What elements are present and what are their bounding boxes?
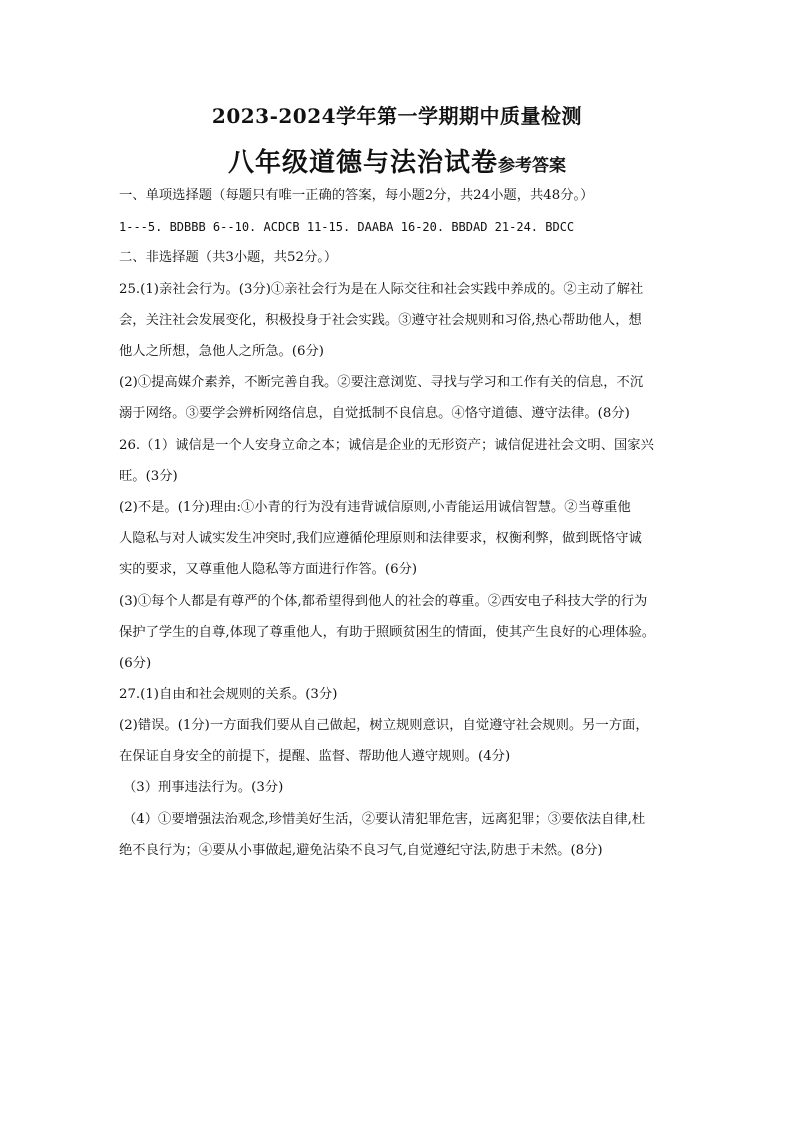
answer-line: (2)①提高媒介素养，不断完善自我。②要注意浏览、寻找与学习和工作有关的信息，不沉	[119, 375, 644, 390]
answer-line: 25.(1)亲社会行为。(3分)①亲社会行为是在人际交往和社会实践中养成的。②主动了解社	[119, 282, 644, 297]
answer-line: 他人之所想，急他人之所急。(6分)	[119, 344, 324, 359]
section-2-heading: 二、非选择题（共3小题，共52分。）	[119, 250, 338, 265]
answer-line: 绝不良行为；④要从小事做起,避免沾染不良习气,自觉遵纪守法,防患于未然。(8分)	[119, 843, 603, 858]
answer-line: 26.（1）诚信是一个人安身立命之本；诚信是企业的无形资产；诚信促进社会文明、国家兴	[119, 438, 654, 453]
section-1-heading: 一、单项选择题（每题只有唯一正确的答案，每小题2分，共24小题，共48分。）	[119, 188, 594, 203]
answer-line: 27.(1)自由和社会规则的关系。(3分)	[119, 687, 338, 702]
exam-title: 2023-2024学年第一学期期中质量检测	[211, 104, 583, 128]
answer-line: 人隐私与对人诚实发生冲突时,我们应遵循伦理原则和法律要求，权衡利弊，做到既恪守诚	[119, 531, 642, 546]
answer-line: 实的要求，又尊重他人隐私等方面进行作答。(6分)	[119, 562, 418, 577]
exam-subtitle	[0, 142, 794, 179]
answer-line: (2)错误。(1分)一方面我们要从自己做起，树立规则意识，自觉遵守社会规则。另一方面，	[119, 718, 649, 733]
answer-line: 在保证自身安全的前提下，提醒、监督、帮助他人遵守规则。(4分)	[119, 749, 511, 764]
answer-line: 保护了学生的自尊,体现了尊重他人，有助于照顾贫困生的情面，使其产生良好的心理体验。	[119, 625, 656, 640]
subtitle-suffix: 参考答案	[498, 156, 566, 176]
choice-answers: 1---5. BDBBB 6--10. ACDCB 11-15. DAABA 16-20. BBDAD 21-24. BDCC	[119, 220, 575, 234]
answer-line: （3）刑事违法行为。(3分)	[123, 780, 284, 795]
answer-line: 溺于网络。③要学会辨析网络信息，自觉抵制不良信息。④恪守道德、遵守法律。(8分)	[119, 406, 630, 421]
answer-line: （4）①要增强法治观念,珍惜美好生活，②要认清犯罪危害，远离犯罪；③要依法自律,杜	[123, 812, 646, 827]
answer-line: (3)①每个人都是有尊严的个体,都希望得到他人的社会的尊重。②西安电子科技大学的行为	[119, 594, 648, 609]
answer-line: (6分)	[119, 656, 152, 671]
answer-line: (2)不是。(1分)理由:①小青的行为没有违背诚信原则,小青能运用诚信智慧。②当尊重他	[119, 500, 631, 515]
answer-line: 旺。(3分)	[119, 469, 178, 484]
answer-line: 会，关注社会发展变化，积极投身于社会实践。③遵守社会规则和习俗,热心帮助他人，想	[119, 313, 642, 328]
subtitle-main: 八年级道德与法治试卷	[227, 148, 498, 178]
